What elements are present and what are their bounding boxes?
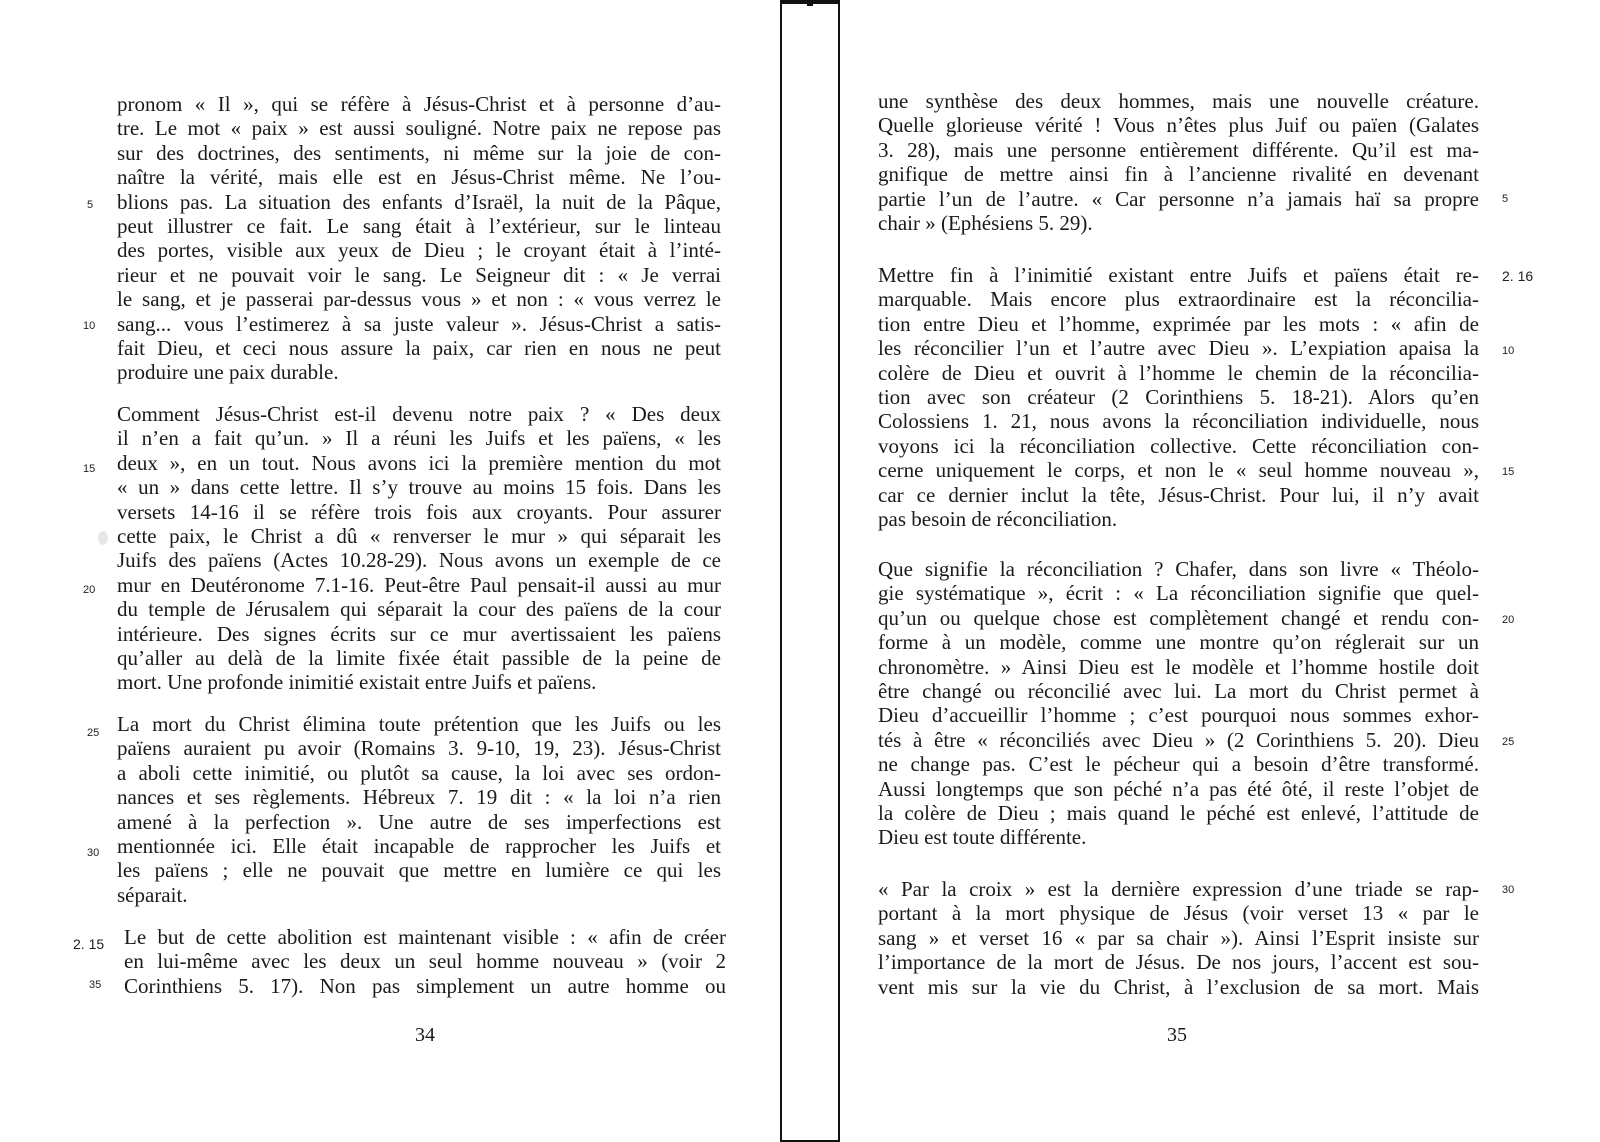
text-line: qu’un ou quelque chose est complètement changé et rendu con- xyxy=(878,605,1479,630)
text-line: Quelle glorieuse vérité ! Vous n’êtes plus Juif ou païen (Galates xyxy=(878,113,1479,138)
text-line: séparait. xyxy=(117,882,188,907)
text-line: Mettre fin à l’inimitié existant entre Juifs et païens était re- xyxy=(878,263,1479,287)
line-number-20: 20 xyxy=(83,584,96,596)
right-paragraph-4 xyxy=(878,877,1479,999)
line-number-10: 10 xyxy=(83,320,96,332)
text-line: en lui-même avec les deux un seul homme nouveau » (voir 2 xyxy=(124,949,726,974)
line-number-20: 20 xyxy=(1502,614,1515,626)
text-line: a aboli cette inimitié, ou plutôt sa cause, la loi avec ses ordon- xyxy=(117,760,721,785)
scan-smudge xyxy=(98,531,108,545)
text-line: forme à un modèle, comme une montre qu’on réglerait sur un xyxy=(878,630,1479,655)
text-line: 3. 28), mais une personne entièrement différente. Qu’il est ma- xyxy=(878,137,1479,162)
text-line: La mort du Christ élimina toute prétention que les Juifs ou les xyxy=(117,712,721,736)
right-paragraph-1 xyxy=(878,89,1479,235)
page-number: 34 xyxy=(415,1024,435,1046)
text-line: colère de Dieu et ouvrit à l’homme le chemin de la réconcilia- xyxy=(878,360,1479,385)
text-line: rieur et ne pouvait voir le sang. Le Seigneur dit : « Je verrai xyxy=(117,262,721,287)
text-line: sang » et verset 16 « par sa chair »). Ainsi l’Esprit insiste sur xyxy=(878,925,1479,950)
text-line: blions pas. La situation des enfants d’Israël, la nuit de la Pâque, xyxy=(117,189,721,214)
text-line: être changé ou réconcilié avec lui. La mort du Christ permet à xyxy=(878,679,1479,704)
text-line: cette paix, le Christ a dû « renverser le mur » qui séparait les xyxy=(117,524,721,549)
line-number-35: 35 xyxy=(89,979,102,991)
verse-reference: 2. 15 xyxy=(73,936,105,952)
text-line: sur des doctrines, des sentiments, ni même sur la joie de con- xyxy=(117,140,721,165)
text-line: le sang, et je passerai par-dessus vous » et non : « vous verrez le xyxy=(117,287,721,312)
text-line: tion avec son créateur (2 Corinthiens 5. 18-21). Alors qu’en xyxy=(878,385,1479,410)
line-number-5: 5 xyxy=(87,199,94,211)
line-number-30: 30 xyxy=(1502,884,1515,896)
text-line: marquable. Mais encore plus extraordinaire est la réconcilia- xyxy=(878,287,1479,312)
text-line: Dieu est toute différente. xyxy=(878,825,1087,850)
text-line: une synthèse des deux hommes, mais une nouvelle créature. xyxy=(878,89,1479,113)
text-line: païens auraient pu avoir (Romains 3. 9-10, 19, 23). Jésus-Christ xyxy=(117,736,721,761)
text-line: vent mis sur la vie du Christ, à l’exclusion de sa mort. Mais xyxy=(878,974,1479,999)
book-gutter xyxy=(780,0,840,1142)
right-paragraph-3 xyxy=(878,557,1479,850)
verse-reference: 2. 16 xyxy=(1502,268,1534,284)
text-line: peut illustrer ce fait. Le sang était à l’extérieur, sur le linteau xyxy=(117,214,721,239)
text-line: Que signifie la réconciliation ? Chafer, dans son livre « Théolo- xyxy=(878,557,1479,581)
text-line: Juifs des païens (Actes 10.28-29). Nous avons un exemple de ce xyxy=(117,548,721,573)
text-line: gie systématique », écrit : « La réconciliation signifie que quel- xyxy=(878,581,1479,606)
right-page xyxy=(840,0,1600,1142)
line-number-5: 5 xyxy=(1502,193,1509,205)
text-line: fait Dieu, et ceci nous assure la paix, car rien en nous ne peut xyxy=(117,336,721,361)
gutter-notch xyxy=(807,0,813,6)
text-line: Aussi longtemps que son péché n’a pas été ôté, il reste l’objet de xyxy=(878,776,1479,801)
text-line: voyons ici la réconciliation collective. Cette réconciliation con- xyxy=(878,433,1479,458)
text-line: chronomètre. » Ainsi Dieu est le modèle et l’homme hostile doit xyxy=(878,654,1479,679)
text-line: l’importance de la mort de Jésus. De nos jours, l’accent est sou- xyxy=(878,950,1479,975)
text-line: Colossiens 1. 21, nous avons la réconciliation individuelle, nous xyxy=(878,409,1479,434)
left-paragraph-3 xyxy=(117,712,721,907)
line-number-15: 15 xyxy=(1502,466,1515,478)
text-line: « un » dans cette lettre. Il s’y trouve au moins 15 fois. Dans les xyxy=(117,475,721,500)
text-line: Corinthiens 5. 17). Non pas simplement un autre homme ou xyxy=(124,973,726,998)
text-line: amené à la perfection ». Une autre de ses imperfections est xyxy=(117,809,721,834)
text-line: chair » (Ephésiens 5. 29). xyxy=(878,211,1093,236)
text-line: sang... vous l’estimerez à sa juste valeur ». Jésus-Christ a satis- xyxy=(117,311,721,336)
text-line: mur en Deutéronome 7.1-16. Peut-être Paul pensait-il aussi au mur xyxy=(117,572,721,597)
text-line: versets 14-16 il se réfère trois fois aux croyants. Pour assurer xyxy=(117,499,721,524)
text-line: portant à la mort physique de Jésus (voir verset 13 « par le xyxy=(878,901,1479,926)
right-paragraph-2 xyxy=(878,263,1479,531)
text-line: les réconcilier l’un et l’autre avec Dieu ». L’expiation apaisa la xyxy=(878,336,1479,361)
text-line: nances et ses règlements. Hébreux 7. 19 dit : « la loi n’a rien xyxy=(117,785,721,810)
text-line: des portes, visible aux yeux de Dieu ; le croyant était à l’inté- xyxy=(117,238,721,263)
text-line: tre. Le mot « paix » est aussi souligné. Notre paix ne repose pas xyxy=(117,116,721,141)
text-line: partie l’un de l’autre. « Car personne n’a jamais haï sa propre xyxy=(878,186,1479,211)
left-page xyxy=(0,0,780,1142)
text-line: la colère de Dieu ; mais quand le péché est enlevé, l’attitude de xyxy=(878,801,1479,826)
line-number-25: 25 xyxy=(1502,736,1515,748)
text-line: du temple de Jérusalem qui séparait la cour des païens de la cour xyxy=(117,597,721,622)
page-number: 35 xyxy=(1167,1024,1187,1046)
left-paragraph-4 xyxy=(124,925,726,998)
line-number-15: 15 xyxy=(83,463,96,475)
text-line: mort. Une profonde inimitié existait entre Juifs et païens. xyxy=(117,670,597,695)
text-line: tés à être « réconciliés avec Dieu » (2 Corinthiens 5. 20). Dieu xyxy=(878,727,1479,752)
text-line: pas besoin de réconciliation. xyxy=(878,507,1118,532)
text-line: Le but de cette abolition est maintenant visible : « afin de créer xyxy=(124,925,726,949)
text-line: Comment Jésus-Christ est-il devenu notre paix ? « Des deux xyxy=(117,402,721,426)
text-line: car ce dernier inclut la tête, Jésus-Christ. Pour lui, il n’y avait xyxy=(878,482,1479,507)
text-line: tion entre Dieu et l’homme, exprimée par les mots : « afin de xyxy=(878,311,1479,336)
text-line: il n’en a fait qu’un. » Il a réuni les Juifs et les païens, « les xyxy=(117,426,721,451)
text-line: deux », en un tout. Nous avons ici la première mention du mot xyxy=(117,450,721,475)
text-line: gnifique de mettre ainsi fin à l’ancienne rivalité en devenant xyxy=(878,162,1479,187)
line-number-30: 30 xyxy=(87,847,100,859)
line-number-25: 25 xyxy=(87,727,100,739)
text-line: qu’aller au delà de la limite fixée était passible de la peine de xyxy=(117,646,721,671)
text-line: cerne uniquement le corps, et non le « seul homme nouveau », xyxy=(878,458,1479,483)
text-line: les païens ; elle ne pouvait que mettre en lumière ce qui les xyxy=(117,858,721,883)
line-number-10: 10 xyxy=(1502,345,1515,357)
text-line: Dieu d’accueillir l’homme ; c’est pourquoi nous sommes exhor- xyxy=(878,703,1479,728)
text-line: pronom « Il », qui se réfère à Jésus-Christ et à personne d’au- xyxy=(117,92,721,116)
text-line: ne change pas. C’est le pécheur qui a besoin d’être transformé. xyxy=(878,752,1479,777)
text-line: mentionnée ici. Elle était incapable de rapprocher les Juifs et xyxy=(117,834,721,859)
left-paragraph-2 xyxy=(117,402,721,695)
text-line: intérieure. Des signes écrits sur ce mur avertissaient les païens xyxy=(117,621,721,646)
text-line: produire une paix durable. xyxy=(117,360,339,385)
text-line: « Par la croix » est la dernière expression d’une triade se rap- xyxy=(878,877,1479,901)
left-paragraph-1 xyxy=(117,92,721,385)
text-line: naître la vérité, mais elle est en Jésus-Christ même. Ne l’ou- xyxy=(117,165,721,190)
